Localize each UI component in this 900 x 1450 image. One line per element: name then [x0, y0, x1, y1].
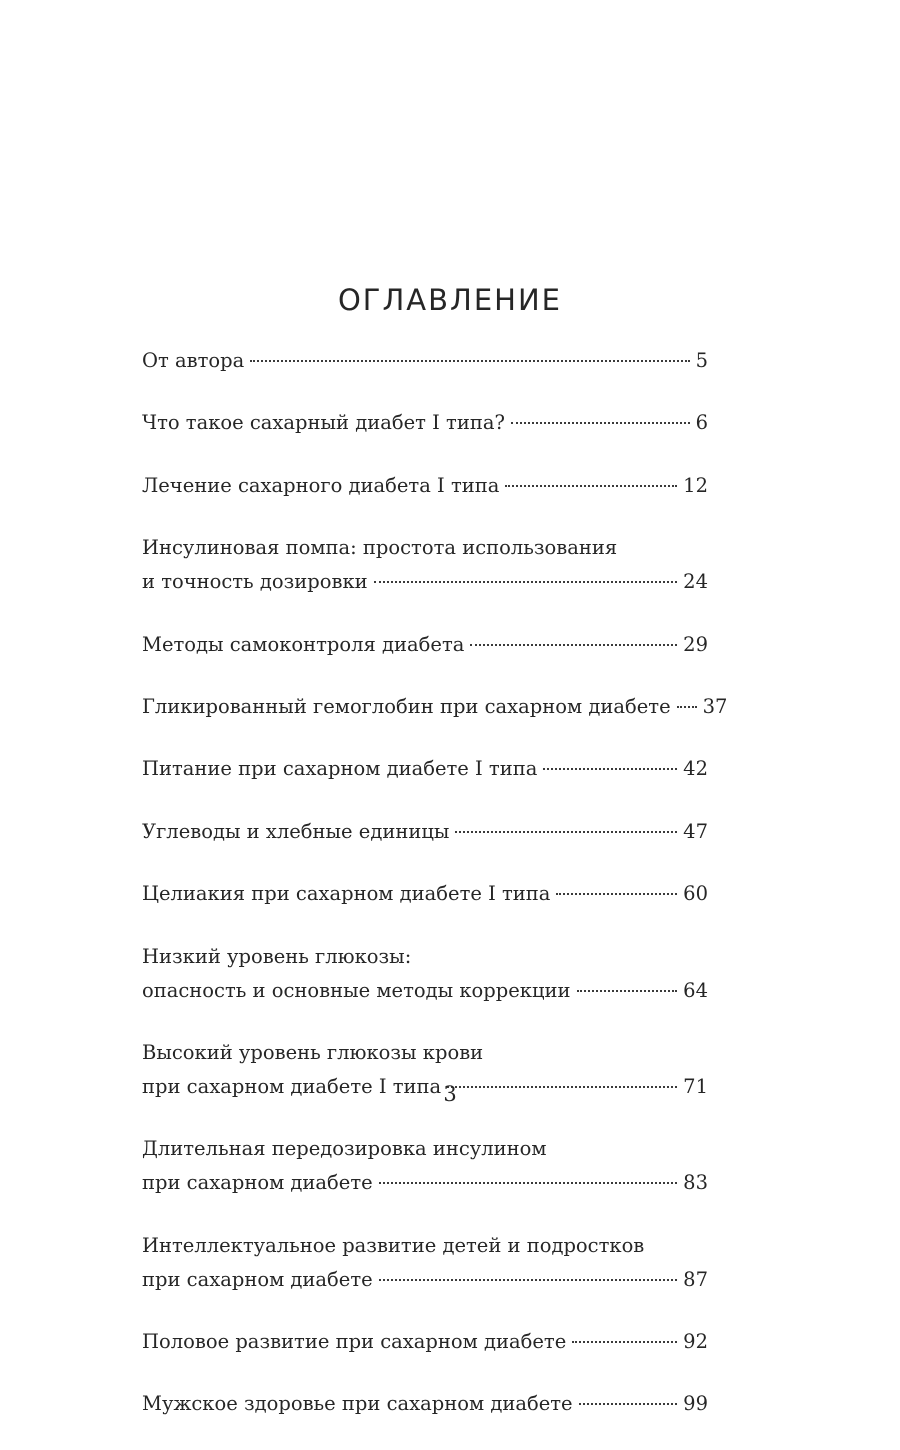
entry-title: Углеводы и хлебные единицы — [142, 819, 450, 843]
toc-title: ОГЛАВЛЕНИЕ — [337, 283, 562, 317]
entry-title: Питание при сахарном диабете I типа — [142, 757, 538, 781]
entry-row — [142, 974, 708, 1008]
toc-entry[interactable] — [142, 628, 708, 662]
dot-leader — [374, 581, 678, 583]
dot-leader — [250, 360, 689, 362]
entry-row — [142, 1325, 708, 1359]
entry-title: Лечение сахарного диабета I типа — [142, 473, 500, 497]
entry-title-line1: Длительная передозировка инсулином — [142, 1137, 547, 1161]
entry-title: при сахарном диабете — [142, 1171, 373, 1195]
entry-page-number: 47 — [683, 819, 708, 843]
toc-entry[interactable] — [142, 1229, 708, 1297]
entry-row — [142, 1166, 708, 1200]
toc-entry[interactable] — [142, 469, 708, 503]
entry-title: опасность и основные методы коррекции — [142, 978, 571, 1002]
entry-row — [142, 406, 708, 440]
toc-entry[interactable] — [142, 877, 708, 911]
entry-page-number: 29 — [683, 632, 708, 656]
entry-page-number: 24 — [683, 570, 708, 594]
entry-title: От автора — [142, 349, 245, 372]
dot-leader — [577, 990, 678, 992]
toc-entry[interactable] — [142, 406, 708, 440]
entry-title-line1: Низкий уровень глюкозы: — [142, 944, 412, 968]
dot-leader — [556, 893, 677, 895]
entry-title: Мужское здоровье при сахарном диабете — [142, 1392, 573, 1416]
entry-row — [142, 469, 708, 503]
table-of-contents — [142, 344, 728, 1450]
entry-page-number: 92 — [683, 1330, 708, 1354]
dot-leader — [543, 768, 677, 770]
entry-title: Методы самоконтроля диабета — [142, 632, 465, 656]
entry-page-number: 6 — [695, 411, 708, 435]
entry-row — [142, 690, 728, 724]
toc-entry[interactable] — [142, 531, 708, 599]
entry-page-number: 60 — [683, 882, 708, 906]
entry-row — [142, 344, 708, 378]
entry-row — [142, 815, 708, 849]
toc-entry[interactable] — [142, 752, 708, 786]
entry-page-number: 42 — [683, 757, 708, 781]
dot-leader — [677, 706, 697, 708]
dot-leader — [511, 422, 690, 424]
page-number: 3 — [443, 1082, 457, 1106]
dot-leader — [379, 1182, 678, 1184]
toc-entry[interactable] — [142, 1325, 708, 1359]
entry-page-number: 83 — [683, 1171, 708, 1195]
entry-title-line1: Интеллектуальное развитие детей и подростков — [142, 1233, 645, 1257]
dot-leader — [455, 831, 677, 833]
entry-row — [142, 1263, 708, 1297]
entry-title: и точность дозировки — [142, 570, 368, 594]
entry-title: Половое развитие при сахарном диабете — [142, 1330, 567, 1354]
entry-row — [142, 877, 708, 911]
dot-leader — [470, 644, 677, 646]
dot-leader — [572, 1341, 677, 1343]
dot-leader — [505, 485, 677, 487]
entry-title-line1: Инсулиновая помпа: простота использования — [142, 536, 618, 560]
entry-page-number: 71 — [683, 1074, 708, 1098]
entry-page-number: 12 — [683, 473, 708, 497]
entry-page-number: 99 — [683, 1392, 708, 1416]
entry-page-number: 87 — [683, 1267, 708, 1291]
toc-entry[interactable] — [142, 1387, 708, 1421]
entry-title: Гликированный гемоглобин при сахарном диабете — [142, 694, 671, 718]
toc-entry[interactable] — [142, 344, 708, 378]
entry-row — [142, 752, 708, 786]
toc-entry[interactable] — [142, 815, 708, 849]
entry-page-number: 37 — [702, 694, 728, 718]
toc-entry[interactable] — [142, 1132, 708, 1200]
entry-page-number: 5 — [695, 349, 708, 372]
entry-title: Целиакия при сахарном диабете I типа — [142, 882, 551, 906]
toc-entry[interactable] — [142, 940, 708, 1008]
entry-title: при сахарном диабете I типа — [142, 1074, 442, 1098]
entry-row — [142, 628, 708, 662]
entry-row — [142, 565, 708, 599]
entry-row — [142, 1387, 708, 1421]
entry-title-line1: Высокий уровень глюкозы крови — [142, 1040, 484, 1064]
entry-title: Что такое сахарный диабет I типа? — [142, 411, 505, 435]
entry-title: при сахарном диабете — [142, 1267, 373, 1291]
dot-leader — [579, 1403, 678, 1405]
toc-entry[interactable] — [142, 690, 728, 724]
dot-leader — [379, 1279, 678, 1281]
entry-page-number: 64 — [683, 978, 708, 1002]
